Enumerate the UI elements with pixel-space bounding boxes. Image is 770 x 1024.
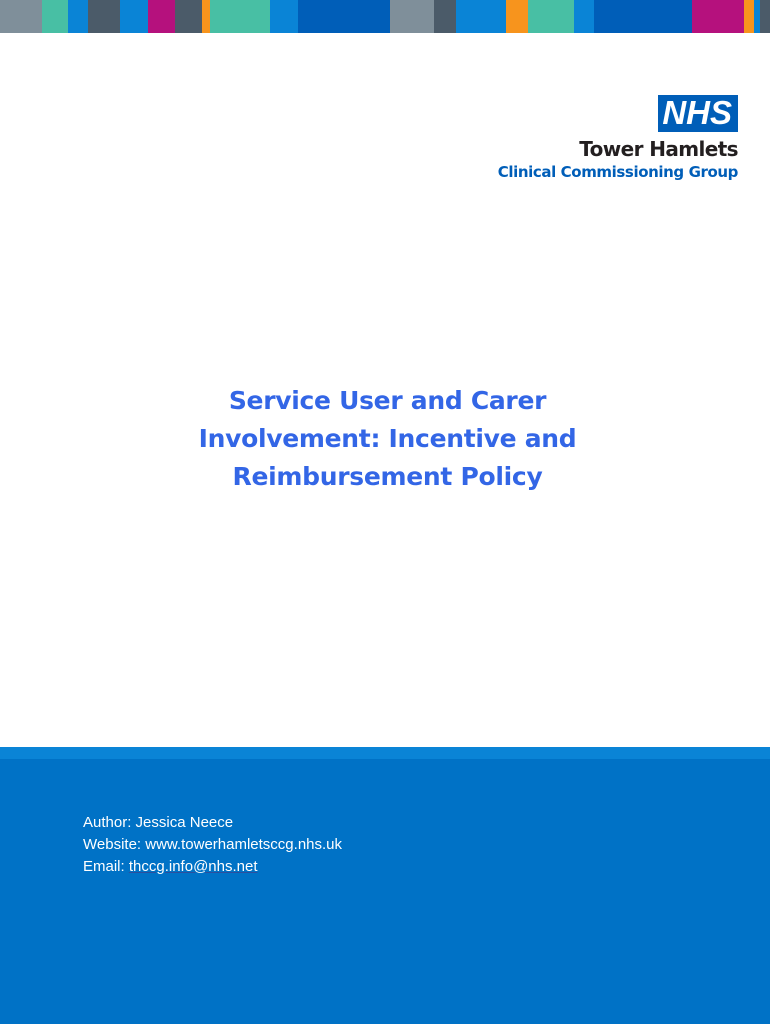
stripe-segment bbox=[88, 0, 120, 33]
stripe-segment bbox=[456, 0, 506, 33]
stripe-segment bbox=[270, 0, 298, 33]
author-line bbox=[83, 812, 342, 834]
stripe-segment bbox=[120, 0, 148, 33]
stripe-segment bbox=[434, 0, 456, 33]
nhs-logo bbox=[438, 95, 738, 181]
author-label: Author: bbox=[83, 814, 132, 831]
email-label: Email: bbox=[83, 858, 125, 875]
stripe-segment bbox=[574, 0, 594, 33]
colour-stripe-band bbox=[0, 0, 770, 33]
stripe-segment bbox=[760, 0, 770, 33]
stripe-segment bbox=[528, 0, 574, 33]
stripe-segment bbox=[744, 0, 754, 33]
document-title bbox=[135, 382, 640, 496]
footer-panel bbox=[0, 759, 770, 1024]
organisation-subtitle: Clinical Commissioning Group bbox=[497, 163, 738, 181]
nhs-logo-box: NHS bbox=[658, 95, 738, 132]
stripe-segment bbox=[298, 0, 390, 33]
footer-accent-line bbox=[0, 747, 770, 759]
title-line: Involvement: Incentive and bbox=[198, 424, 577, 453]
stripe-segment bbox=[202, 0, 210, 33]
website-link[interactable]: www.towerhamletsccg.nhs.uk bbox=[145, 836, 343, 853]
stripe-segment bbox=[68, 0, 88, 33]
stripe-segment bbox=[692, 0, 744, 33]
title-line: Reimbursement Policy bbox=[232, 462, 543, 491]
stripe-segment bbox=[594, 0, 692, 33]
stripe-segment bbox=[506, 0, 528, 33]
stripe-segment bbox=[148, 0, 175, 33]
stripe-segment bbox=[175, 0, 202, 33]
author-name: Jessica Neece bbox=[135, 814, 234, 831]
stripe-segment bbox=[390, 0, 434, 33]
website-line bbox=[83, 834, 342, 856]
title-line: Service User and Carer bbox=[228, 386, 547, 415]
email-link[interactable]: thccg.info@nhs.net bbox=[128, 858, 258, 875]
stripe-segment bbox=[42, 0, 68, 33]
website-label: Website: bbox=[83, 836, 142, 853]
organisation-name: Tower Hamlets bbox=[579, 137, 738, 161]
stripe-segment bbox=[210, 0, 270, 33]
stripe-segment bbox=[0, 0, 42, 33]
email-line bbox=[83, 856, 342, 878]
contact-details bbox=[83, 812, 342, 878]
